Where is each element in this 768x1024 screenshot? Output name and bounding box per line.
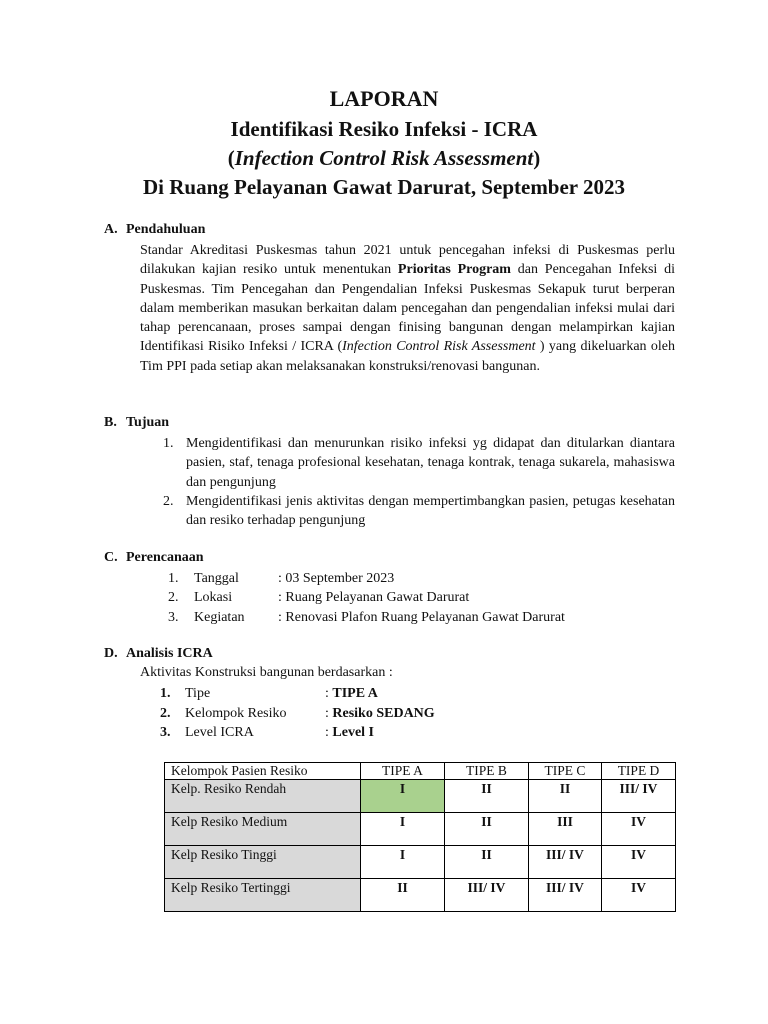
section-title: Perencanaan — [126, 550, 204, 565]
table-cell: II — [445, 780, 529, 813]
report-subtitle: Identifikasi Resiko Infeksi - ICRA — [230, 117, 538, 141]
item-number: 2. — [160, 705, 171, 721]
section-b-heading — [104, 415, 169, 431]
analysis-intro: Aktivitas Konstruksi bangunan berdasarkan : — [140, 665, 393, 680]
value-bold: TIPE A — [332, 686, 378, 701]
row-label: Kelp Resiko Tinggi — [165, 846, 361, 879]
item-number: 1. — [160, 686, 171, 701]
open-paren: ( — [227, 146, 235, 170]
column-header: TIPE D — [602, 763, 676, 780]
column-header: Kelompok Pasien Resiko — [165, 763, 361, 780]
column-header: TIPE B — [445, 763, 529, 780]
value-bold: Resiko SEDANG — [332, 705, 435, 721]
item-key: Kegiatan — [194, 609, 245, 625]
para-bold: Prioritas Program — [397, 262, 511, 278]
section-letter: B. — [104, 415, 117, 430]
item-key: Kelompok Resiko — [185, 705, 287, 721]
item-number: 1. — [168, 571, 179, 586]
row-label: Kelp. Resiko Rendah — [165, 780, 361, 813]
section-title: Analisis ICRA — [126, 646, 213, 661]
separator: : — [325, 725, 333, 740]
table-cell: III/ IV — [529, 879, 602, 912]
row-label: Kelp Resiko Medium — [165, 813, 361, 846]
table-cell: IV — [602, 846, 676, 879]
table-cell: I — [361, 813, 445, 846]
item-value — [325, 704, 435, 724]
item-value: : 03 September 2023 — [278, 571, 395, 586]
para-italic: Infection Control Risk Assessment — [342, 339, 536, 355]
table-cell: IV — [602, 879, 676, 912]
report-subtitle-english — [0, 146, 768, 171]
item-text: Mengidentifikasi jenis aktivitas dengan mempertimbangkan pasien, petugas kesehatan dan resiko terhadap pengunjung — [186, 493, 675, 529]
column-header: TIPE A — [361, 763, 445, 780]
para-text: dan Pencegahan Infeksi di Puskesmas. Tim Pencegahan dan Pengendalian Infeksi Puskesmas Sekapuk turut berperan dalam memberikan masukan berkaitan dalam pencegahan dan pengendalian infeksi mulai dari tahap perencanaan, proses sampai dengan finising bangunan dengan melampirkan kajian Identifikasi Risiko Infeksi / ICRA ( — [140, 262, 675, 355]
separator: : — [325, 686, 333, 701]
report-location-date: Di Ruang Pelayanan Gawat Darurat, September 2023 — [142, 175, 625, 199]
table-cell: II — [445, 813, 529, 846]
item-value — [325, 723, 374, 743]
table-cell: III/ IV — [445, 879, 529, 912]
item-value: : Ruang Pelayanan Gawat Darurat — [278, 590, 470, 606]
table-cell: II — [445, 846, 529, 879]
item-key: Level ICRA — [185, 725, 254, 740]
item-key: Tanggal — [194, 571, 239, 586]
report-heading: LAPORAN — [329, 86, 439, 111]
section-title: Tujuan — [126, 415, 170, 430]
table-cell: III — [529, 813, 602, 846]
table-row — [165, 846, 676, 879]
list-item — [163, 434, 675, 492]
table-header-row — [165, 763, 676, 780]
icra-matrix-table — [164, 762, 676, 912]
para-text: ) yang dikeluarkan oleh Tim PPI pada setiap akan melaksanakan konstruksi/renovasi bangunan. — [140, 339, 675, 374]
item-number: 2. — [163, 493, 174, 509]
table-row — [165, 780, 676, 813]
section-title: Pendahuluan — [126, 222, 206, 237]
section-a-paragraph — [140, 241, 675, 376]
list-item — [163, 492, 675, 531]
item-value: : Renovasi Plafon Ruang Pelayanan Gawat Darurat — [278, 609, 565, 625]
table-cell-highlighted: I — [361, 780, 445, 813]
item-number: 2. — [168, 590, 179, 606]
item-value — [325, 684, 378, 704]
value-bold: Level I — [332, 725, 374, 740]
item-number: 3. — [168, 609, 179, 625]
table-cell: II — [529, 780, 602, 813]
table-cell: II — [361, 879, 445, 912]
item-number: 3. — [160, 725, 171, 740]
section-letter: D. — [104, 646, 118, 661]
item-key: Lokasi — [194, 590, 233, 606]
table-cell: III/ IV — [529, 846, 602, 879]
table-cell: I — [361, 846, 445, 879]
para-text: Standar Akreditasi Puskesmas tahun 2021 untuk pencegahan infeksi di Puskesmas perlu dilakukan kajian resiko untuk menentukan — [140, 243, 675, 278]
item-key: Tipe — [185, 686, 211, 701]
section-a-heading — [104, 222, 205, 238]
table-cell: IV — [602, 813, 676, 846]
table-row — [165, 813, 676, 846]
english-title: Infection Control Risk Assessment — [234, 146, 534, 170]
section-d-heading — [104, 646, 213, 662]
separator: : — [325, 705, 333, 721]
item-number: 1. — [163, 436, 174, 451]
section-letter: A. — [104, 222, 118, 237]
table-row — [165, 879, 676, 912]
section-c-heading — [104, 550, 204, 566]
section-letter: C. — [104, 550, 118, 565]
objectives-list — [163, 434, 675, 530]
table-cell: III/ IV — [602, 780, 676, 813]
item-text: Mengidentifikasi dan menurunkan risiko infeksi yg didapat dan ditularkan diantara pasien, staf, tenaga profesional kesehatan, tenaga kontrak, tenaga sukarela, mahasiswa dan pengunjung — [186, 436, 675, 490]
close-paren: ) — [533, 146, 541, 170]
row-label: Kelp Resiko Tertinggi — [165, 879, 361, 912]
column-header: TIPE C — [529, 763, 602, 780]
